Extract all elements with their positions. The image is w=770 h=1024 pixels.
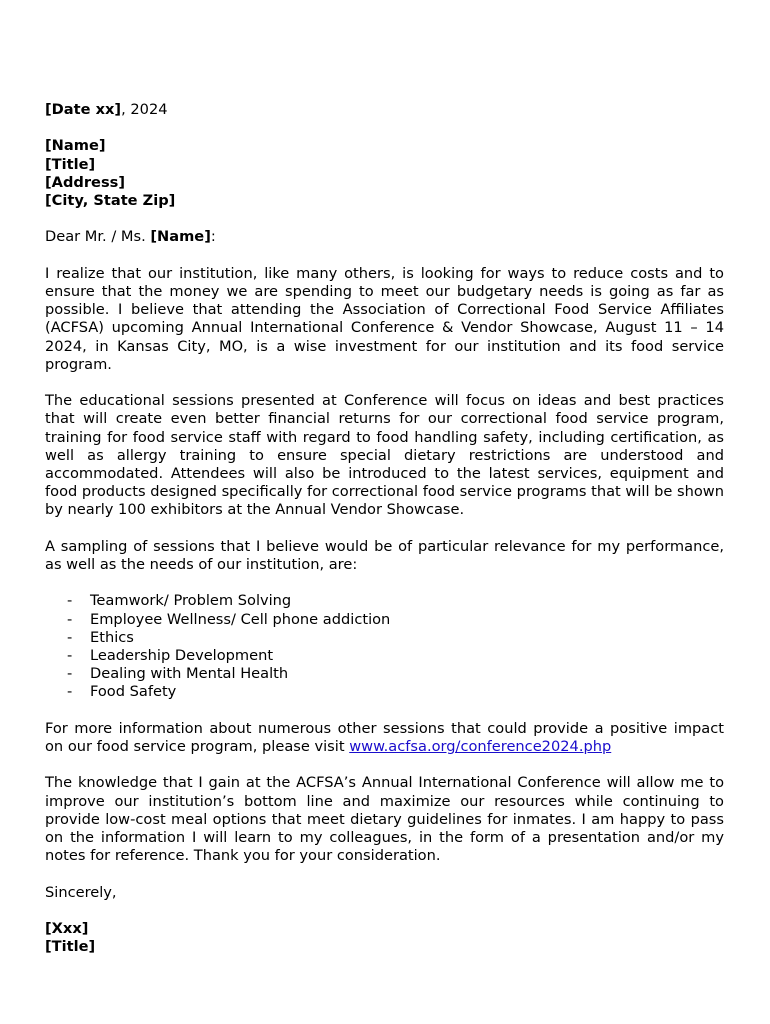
session-label: Teamwork/ Problem Solving — [90, 592, 292, 610]
letter-date — [45, 101, 724, 119]
paragraph-more-info — [45, 720, 724, 756]
bullet-dash: - — [67, 683, 73, 701]
session-label: Leadership Development — [90, 647, 274, 664]
list-item — [45, 683, 724, 701]
letter-page — [45, 101, 724, 956]
list-item — [45, 647, 724, 665]
salutation-prefix: Dear Mr. / Ms. — [45, 228, 151, 246]
session-label: Dealing with Mental Health — [90, 665, 289, 683]
bullet-dash: - — [67, 647, 73, 664]
session-list — [45, 592, 724, 701]
session-label: Food Safety — [90, 683, 177, 701]
bullet-dash: - — [67, 665, 73, 683]
date-placeholder: [Date xx] — [45, 101, 122, 118]
salutation-name: [Name] — [150, 228, 211, 246]
paragraph-knowledge: The knowledge that I gain at the ACFSA’s Annual International Conference will allow me to improve our institution’s bottom line and maximize our resources while continuing to provide low-cost meal options that meet dietary guidelines for inmates. I am happy to pass on the information I will learn to my colleagues, in the form of a presentation and/or my notes for reference. Thank you for your consideration. — [45, 774, 724, 865]
signature-name: [Xxx] — [45, 919, 89, 937]
session-label: Employee Wellness/ Cell phone addiction — [90, 610, 391, 628]
paragraph-sampling: A sampling of sessions that I believe would be of particular relevance for my performance, as well as the needs of our institution, are: — [45, 537, 724, 573]
more-info-text: For more information about numerous other sessions that could provide a positive impact on our food service program, please visit — [45, 719, 724, 755]
list-item — [45, 592, 724, 610]
bullet-dash: - — [67, 610, 73, 628]
recipient-block — [45, 137, 724, 210]
recipient-city-state-zip: [City, State Zip] — [45, 192, 176, 209]
paragraph-sessions-overview: The educational sessions presented at Conference will focus on ideas and best practices that will create even better financial returns for our correctional food service program, training for food service staff with regard to food handling safety, including certification, as well as allergy training to ensure special dietary restrictions are understood and accommodated. Attendees will also be introduced to the latest services, equipment and food products designed specifically for correctional food service programs that will be shown by nearly 100 exhibitors at the Annual Vendor Showcase. — [45, 392, 724, 519]
closing: Sincerely, — [45, 883, 117, 901]
salutation — [45, 228, 724, 246]
recipient-title: [Title] — [45, 155, 96, 173]
bullet-dash: - — [67, 628, 73, 646]
list-item — [45, 611, 724, 629]
recipient-name: [Name] — [45, 137, 106, 155]
date-year: , 2024 — [121, 101, 168, 118]
salutation-suffix: : — [210, 228, 216, 246]
recipient-address: [Address] — [45, 173, 125, 191]
list-item — [45, 665, 724, 683]
signature-block — [45, 920, 724, 956]
list-item — [45, 629, 724, 647]
bullet-dash: - — [67, 592, 73, 610]
session-label: Ethics — [90, 628, 134, 646]
paragraph-intro: I realize that our institution, like many others, is looking for ways to reduce costs and to ensure that the money we are spending to meet our budgetary needs is going as far as possible. I believe that attending the Association of Correctional Food Service Affiliates (ACFSA) upcoming Annual International Conference & Vendor Showcase, August 11 – 14 2024, in Kansas City, MO, is a wise investment for our institution and its food service program. — [45, 264, 724, 373]
conference-link[interactable]: www.acfsa.org/conference2024.php — [349, 738, 612, 755]
signature-title: [Title] — [45, 938, 96, 956]
